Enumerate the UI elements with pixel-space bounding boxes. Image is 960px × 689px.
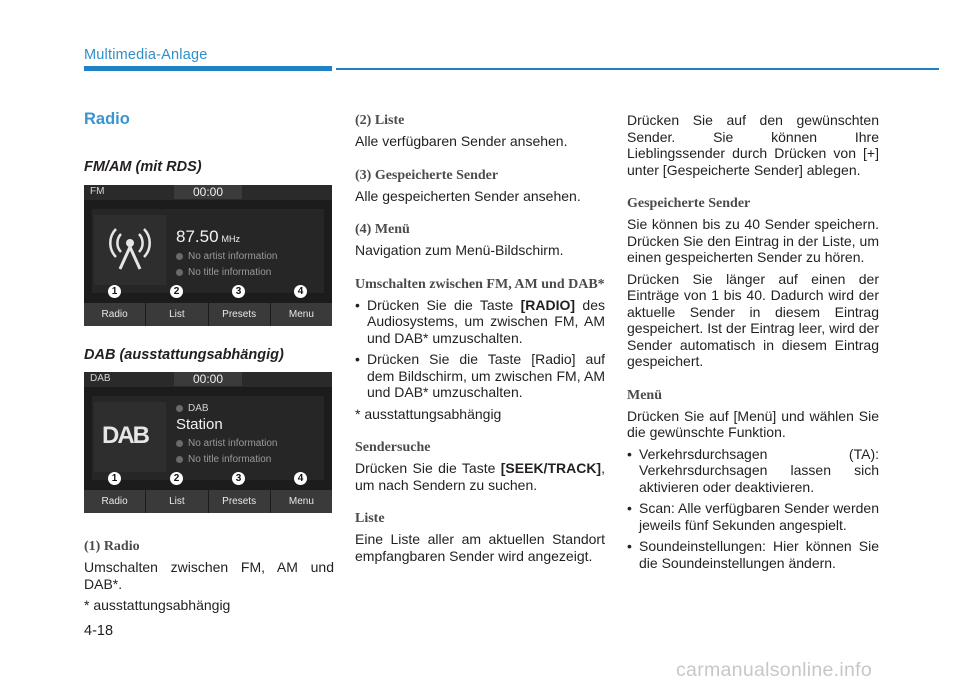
- menu-heading: (4) Menü: [355, 222, 410, 237]
- dab-logo: [94, 402, 166, 472]
- fm-frequency: [176, 227, 240, 247]
- menu-heading-2: Menü: [627, 387, 662, 403]
- umschalten-footnote: * ausstattungsabhängig: [355, 405, 502, 422]
- fm-softkey-bar: [84, 303, 332, 326]
- page-number: 4-18: [84, 623, 114, 639]
- section-title: Radio: [84, 110, 130, 128]
- gespeicherte-paragraph: Alle gespeicherten Sender ansehen.: [355, 187, 581, 204]
- seek-track-key-label: [SEEK/TRACK]: [500, 460, 602, 476]
- dab-callout-numbers: [84, 472, 332, 486]
- umschalten-heading: Umschalten zwischen FM, AM und DAB*: [355, 276, 605, 292]
- col2-text: [355, 112, 605, 569]
- dab-softkey-bar: [84, 490, 332, 513]
- header-rule-thick: [84, 66, 332, 71]
- fm-screen-mode: FM: [90, 186, 105, 197]
- fm-frequency-unit: MHz: [221, 234, 241, 244]
- menu-paragraph-2: Drücken Sie auf [Menü] und wählen Sie die gewünschte Funktion.: [627, 407, 879, 440]
- liste-heading: (2) Liste: [355, 113, 405, 128]
- dab-callout-2: 2: [170, 472, 183, 485]
- radio-heading: (1) Radio: [84, 539, 140, 554]
- gespeicherte-sender-paragraph-1: Sie können bis zu 40 Sender speichern. Drücken Sie den Eintrag in der Liste, um einen gespeicherten Sender zu hören.: [627, 216, 879, 265]
- fm-callout-1: 1: [108, 285, 121, 298]
- dab-station: Station: [176, 416, 223, 433]
- dab-label: DAB: [176, 403, 209, 414]
- umschalten-list: [355, 297, 605, 401]
- fm-radio-button: Radio: [84, 303, 146, 326]
- sendersuche-text-a: Drücken Sie die Taste: [355, 460, 501, 476]
- radio-footnote: * ausstattungsabhängig: [84, 597, 231, 613]
- dab-callout-1: 1: [108, 472, 121, 485]
- dab-callout-3: 3: [232, 472, 245, 485]
- menu-item-sound: • Soundeinstellungen: Hier können Sie die Soundeinstellungen ändern.: [627, 538, 879, 571]
- dab-list-button: List: [146, 490, 208, 513]
- fm-presets-button: Presets: [209, 303, 271, 326]
- dab-screen-time: 00:00: [174, 372, 242, 386]
- sendersuche-paragraph: [355, 460, 605, 493]
- fm-screen-time: 00:00: [174, 185, 242, 199]
- dab-presets-button: Presets: [209, 490, 271, 513]
- dab-radio-button: Radio: [84, 490, 146, 513]
- header-rule-thin: [336, 68, 939, 70]
- intro-paragraph: Drücken Sie auf den gewünschten Sender. Sie können Ihre Lieblingssender durch Drücken von [+] unter [Gespeicherte Sender] ablegen.: [627, 112, 879, 178]
- fm-frequency-value: 87.50: [176, 227, 219, 246]
- dab-subtitle: DAB (ausstattungsabhängig): [84, 347, 284, 363]
- fm-screen-image: [84, 185, 332, 326]
- fm-antenna-icon: [94, 215, 166, 285]
- umschalten-item-2: • Drücken Sie die Taste [Radio] auf dem Bildschirm, um zwischen FM, AM und DAB* umzuschalten.: [355, 351, 605, 401]
- dab-logo-text: DAB: [102, 422, 148, 449]
- liste-paragraph: Alle verfügbaren Sender ansehen.: [355, 133, 568, 149]
- fm-callout-4: 4: [294, 285, 307, 298]
- gespeicherte-heading: (3) Gespeicherte Sender: [355, 167, 499, 183]
- umschalten-item-1-text-c: des Audiosystems, um zwischen FM, AM und DAB* umzuschalten.: [367, 296, 605, 346]
- menu-paragraph: Navigation zum Menü-Bildschirm.: [355, 242, 564, 258]
- menu-item-scan: • Scan: Alle verfügbaren Sender werden jeweils fünf Sekunden angespielt.: [627, 500, 879, 533]
- fm-menu-button: Menu: [288, 309, 314, 320]
- gespeicherte-sender-heading: Gespeicherte Sender: [627, 196, 751, 211]
- fm-callout-numbers: [84, 285, 332, 299]
- dab-callout-4: 4: [294, 472, 307, 485]
- liste-paragraph-2: Eine Liste aller am aktuellen Standort empfangbaren Sender wird angezeigt.: [355, 531, 605, 564]
- menu-list: [627, 446, 879, 572]
- radio-paragraph: Umschalten zwischen FM, AM und DAB*.: [84, 559, 334, 592]
- col3-text: [627, 112, 879, 576]
- col1-text: [84, 538, 334, 619]
- fm-title-info: No title information: [176, 267, 271, 278]
- umschalten-item-1: [355, 297, 605, 347]
- fm-subtitle: FM/AM (mit RDS): [84, 159, 202, 175]
- gespeicherte-sender-paragraph-2: Drücken Sie länger auf einen der Einträge von 1 bis 40. Dadurch wird der aktuelle Sender in diesem Eintrag gespeichert. Ist der Eintrag leer, wird der Sender automatisch in diesem Eintrag gespeichert.: [627, 270, 879, 369]
- watermark: carmanualsonline.info: [676, 659, 872, 681]
- fm-callout-3: 3: [232, 285, 245, 298]
- sendersuche-heading: Sendersuche: [355, 440, 431, 455]
- dab-title-info: No title information: [176, 454, 271, 465]
- dab-artist-info: No artist information: [176, 438, 277, 449]
- fm-artist-info: No artist information: [176, 251, 277, 262]
- fm-list-button: List: [146, 303, 208, 326]
- sendersuche-text-c: , um nach Sendern zu suchen.: [355, 460, 605, 493]
- menu-item-ta: • Verkehrsdurchsagen (TA): Verkehrsdurchsagen lassen sich aktivieren oder deaktivieren.: [627, 446, 879, 496]
- radio-key-label: [RADIO]: [520, 296, 576, 313]
- liste-heading-2: Liste: [355, 511, 385, 526]
- dab-screen-mode: DAB: [90, 373, 111, 384]
- dab-screen-image: [84, 372, 332, 513]
- fm-callout-2: 2: [170, 285, 183, 298]
- umschalten-item-1-text-a: Drücken Sie die Taste: [367, 296, 521, 313]
- header-title: Multimedia-Anlage: [84, 47, 208, 63]
- dab-menu-button: Menu: [288, 496, 314, 507]
